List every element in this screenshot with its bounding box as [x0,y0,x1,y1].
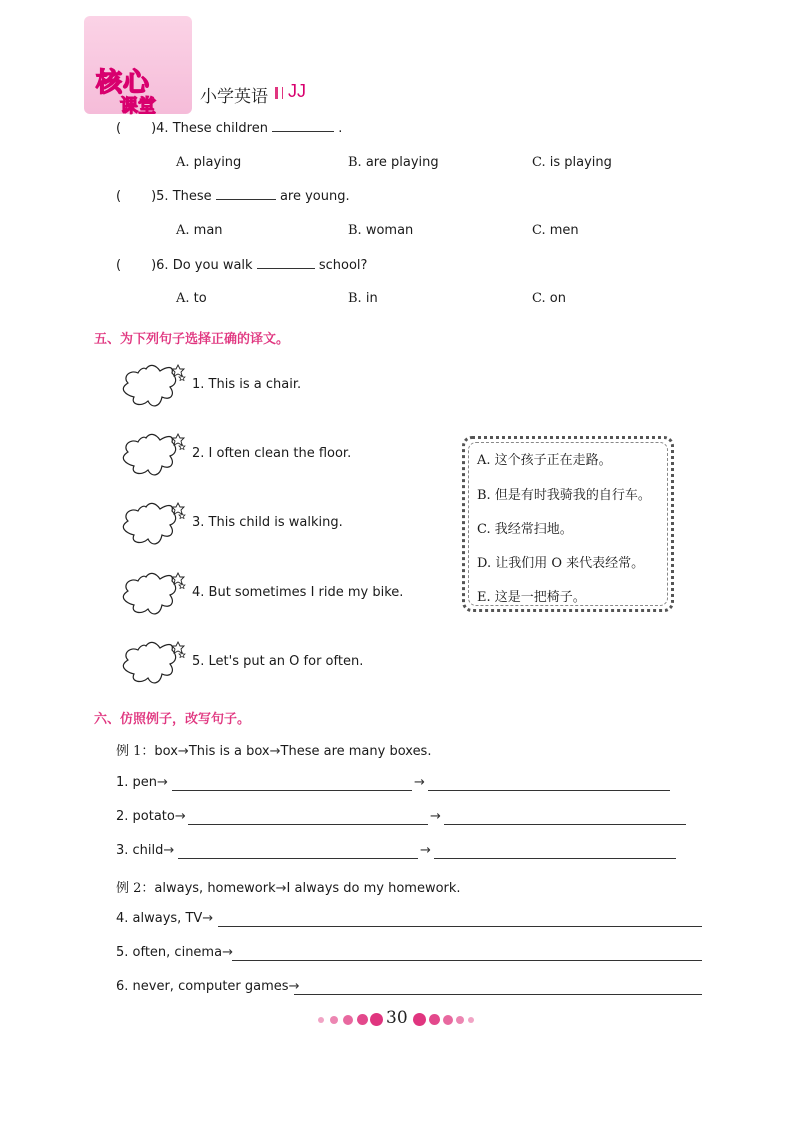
match-row-2 [116,430,376,480]
dot [357,1014,368,1025]
answer-line[interactable] [232,960,702,961]
logo-text-line1: 核心 [96,68,151,98]
dot [413,1013,426,1026]
rewrite-item-2: 2. potato→ [116,809,186,824]
match-sentence-5: 5. Let's put an O for often. [192,654,364,669]
rewrite-item-4: 4. always, TV→ [116,911,214,926]
option-4b[interactable]: B. are playing [348,155,439,170]
dot [330,1016,338,1024]
option-5c[interactable]: C. men [532,223,579,238]
rewrite-item-5: 5. often, cinema→ [116,945,233,960]
example-2: 例 2：always, homework→I always do my homework. [116,881,461,896]
translation-option-d: D. 让我们用 O 来代表经常。 [477,556,645,571]
section5-title: 五、为下列句子选择正确的译文。 [94,332,290,347]
answer-blank[interactable] [257,268,315,269]
question-5: ( )5. These are young. [116,189,350,204]
dot [443,1015,453,1025]
star-blob-icon[interactable] [116,361,188,411]
match-row-3 [116,499,376,549]
answer-line[interactable] [444,824,686,825]
match-row-4 [116,569,404,619]
translation-option-a: A. 这个孩子正在走路。 [477,453,612,468]
logo-text-line2: 课堂 [120,96,156,117]
match-sentence-2: 2. I often clean the floor. [192,446,352,461]
option-5b[interactable]: B. woman [348,223,414,238]
rewrite-item-1: 1. pen→ [116,775,168,790]
option-5a[interactable]: A. man [176,223,223,238]
page-number: 30 [386,1008,408,1028]
dot [429,1014,440,1025]
option-4c[interactable]: C. is playing [532,155,612,170]
match-row-1 [116,361,376,411]
dot [468,1017,474,1023]
answer-line[interactable] [188,824,428,825]
answer-line[interactable] [434,858,676,859]
match-sentence-3: 3. This child is walking. [192,515,343,530]
star-blob-icon[interactable] [116,430,188,480]
answer-line[interactable] [294,994,702,995]
dot [456,1016,464,1024]
header-separator [275,87,283,99]
translation-options-box [462,436,674,612]
dot [343,1015,353,1025]
question-6: ( )6. Do you walk school? [116,258,368,273]
star-blob-icon[interactable] [116,499,188,549]
dot [370,1013,383,1026]
arrow-icon: → [420,843,431,858]
option-6b[interactable]: B. in [348,291,378,306]
arrow-icon: → [430,809,441,824]
match-sentence-4: 4. But sometimes I ride my bike. [192,585,404,600]
edition-label: JJ [288,81,306,101]
translation-option-e: E. 这是一把椅子。 [477,590,586,605]
match-sentence-1: 1. This is a chair. [192,377,302,392]
arrow-icon: → [414,775,425,790]
star-blob-icon[interactable] [116,569,188,619]
star-blob-icon[interactable] [116,638,188,688]
answer-blank[interactable] [272,131,334,132]
rewrite-item-3: 3. child→ [116,843,175,858]
answer-line[interactable] [218,926,702,927]
translation-option-b: B. 但是有时我骑我的自行车。 [477,488,651,503]
option-4a[interactable]: A. playing [176,155,242,170]
section6-title: 六、仿照例子，改写句子。 [94,712,251,727]
translation-option-c: C. 我经常扫地。 [477,522,573,537]
rewrite-item-6: 6. never, computer games→ [116,979,300,994]
option-6a[interactable]: A. to [176,291,207,306]
match-row-5 [116,638,376,688]
example-1: 例 1：box→This is a box→These are many boxes. [116,744,432,759]
answer-line[interactable] [172,790,412,791]
answer-blank[interactable] [216,199,276,200]
subject-title: 小学英语 [200,87,268,107]
dot [318,1017,324,1023]
answer-line[interactable] [178,858,418,859]
answer-line[interactable] [428,790,670,791]
option-6c[interactable]: C. on [532,291,566,306]
question-4: ( )4. These children . [116,121,343,136]
